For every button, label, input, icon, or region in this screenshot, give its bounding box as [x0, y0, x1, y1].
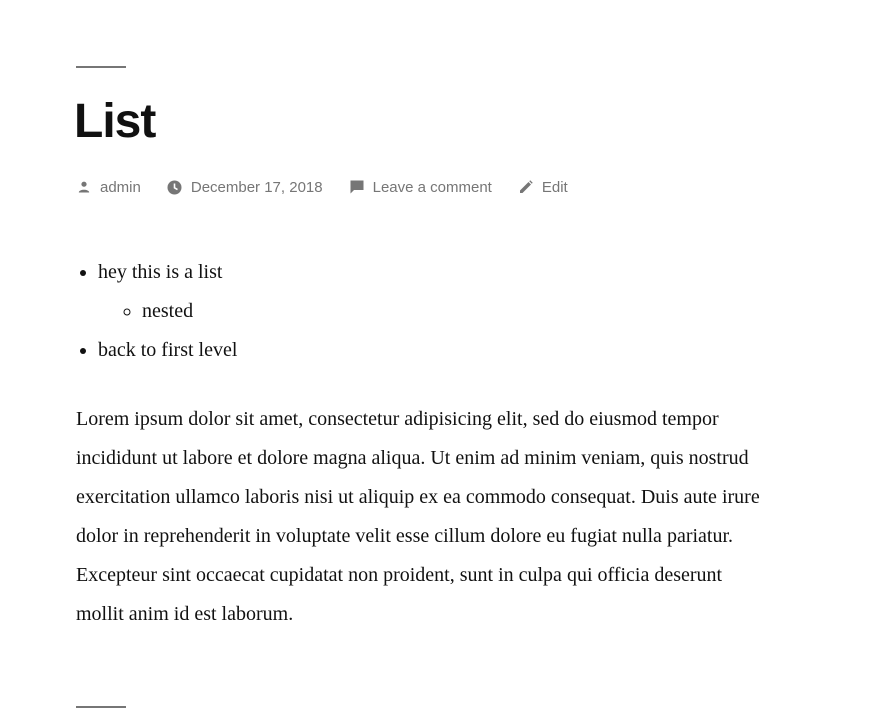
post-meta	[76, 176, 588, 198]
nested-list	[98, 292, 766, 331]
list-item-text: back to first level	[98, 339, 238, 361]
pencil-icon	[518, 179, 534, 195]
person-icon	[76, 179, 92, 195]
post-content	[76, 253, 766, 634]
author-label: admin	[100, 178, 141, 196]
comments-link[interactable]	[349, 179, 492, 196]
comment-icon	[349, 179, 365, 195]
edit-label: Edit	[541, 178, 568, 196]
list-item	[98, 253, 766, 331]
comments-label: Leave a comment	[372, 178, 492, 196]
list-item-text: hey this is a list	[98, 261, 223, 283]
bulleted-list	[76, 253, 766, 370]
nested-list-item-text: nested	[142, 300, 194, 322]
author-link[interactable]	[76, 179, 141, 196]
title-separator	[76, 66, 126, 68]
footer-separator	[76, 706, 126, 708]
list-item	[98, 331, 766, 370]
body-paragraph: Lorem ipsum dolor sit amet, consectetur adipisicing elit, sed do eiusmod tempor incididunt ut labore et dolore magna aliqua. Ut enim ad minim veniam, quis nostrud exercitation ullamco laboris nisi ut aliquip ex ea commodo consequat. Duis aute irure dolor in reprehenderit in voluptate velit esse cillum dolore eu fugiat nulla pariatur. Excepteur sint occaecat cupidatat non proident, sunt in culpa qui officia deserunt mollit anim id est laborum.	[76, 408, 760, 625]
date-link[interactable]	[167, 179, 323, 196]
clock-icon	[167, 179, 183, 195]
nested-list-item	[142, 292, 766, 331]
post-title: List	[74, 95, 156, 148]
edit-link[interactable]	[518, 179, 568, 196]
date-label: December 17, 2018	[190, 178, 323, 196]
